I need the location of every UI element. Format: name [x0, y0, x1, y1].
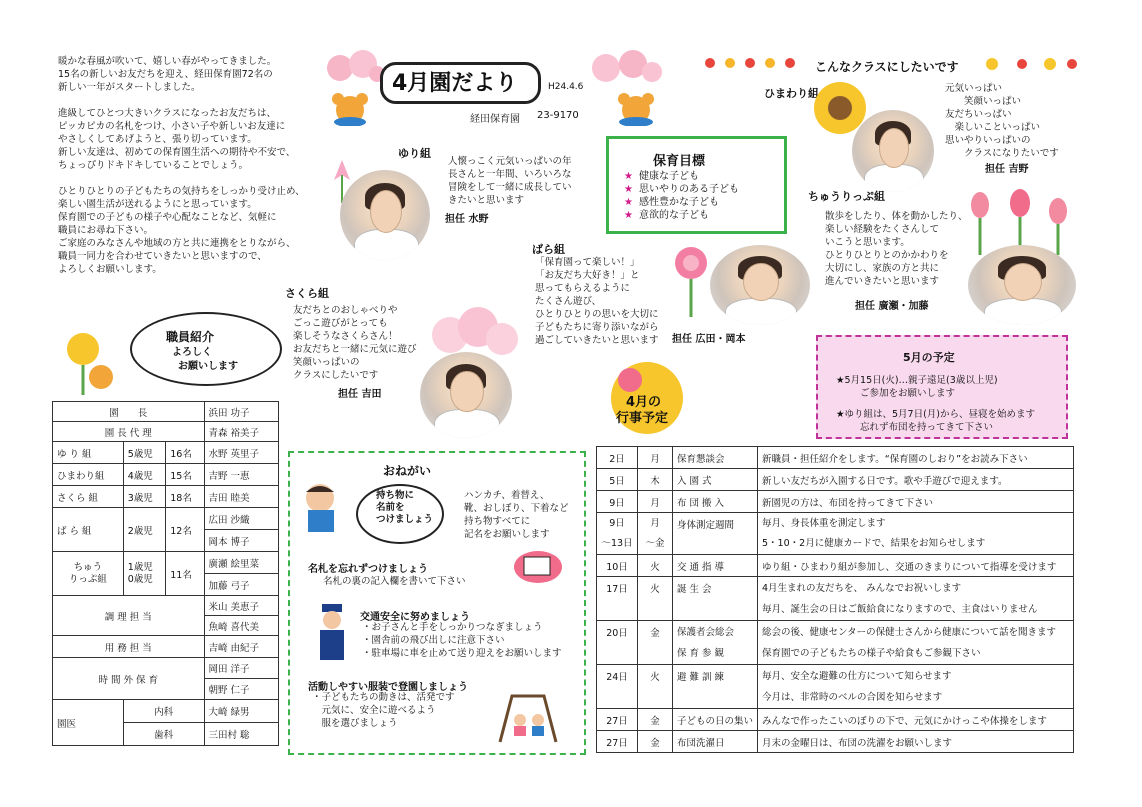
himawari-teacher: 担任 吉野: [985, 164, 1029, 175]
nametag-title: 名札を忘れずつけましょう: [308, 564, 428, 575]
masthead-flowers-left: [325, 50, 385, 90]
staff-count: 12名: [166, 508, 204, 552]
staff-bubble-line2: よろしく: [172, 347, 212, 358]
staff-age: 1歳児 0歳児: [123, 552, 166, 596]
staff-bubble-line1: 職員紹介: [166, 330, 215, 344]
yuri-class-text: 人懐っこく元気いっぱいの年 長さんと一年間、いろいろな 冒険をして一緒に成長してい きたいと思います: [448, 156, 572, 206]
intro-line: ひとりひとりの子どもたちの気持ちをしっかり受け止め、: [58, 186, 305, 197]
staff-role: 園 長: [53, 402, 205, 422]
event-desc: 新園児の方は、布団を持ってきて下さい: [758, 491, 1074, 513]
may-line1: ★5月15日(火)…親子遠足(3歳以上児): [836, 375, 998, 386]
intro-line: やさしくしてあげようと、張り切っています。: [58, 134, 257, 145]
intro-line: 新しい友達は、初めての保育園生活への期待や不安で、: [58, 147, 296, 158]
issue-date: H24.4.6: [548, 82, 584, 92]
goal-item: [624, 196, 739, 209]
event-date: 24日: [597, 665, 638, 709]
staff-name: 米山 美恵子: [204, 596, 278, 616]
event-name: 交 通 指 導: [673, 555, 758, 577]
staff-name: 岡田 洋子: [204, 658, 278, 679]
swing-kids-icon: [492, 690, 564, 745]
event-desc: 月末の金曜日は、布団の洗濯をお願いします: [758, 731, 1074, 753]
staff-name: 青森 裕美子: [204, 422, 278, 442]
staff-name: 水野 英里子: [204, 442, 278, 464]
yuri-teacher: 担任 水野: [445, 214, 489, 225]
intro-line: 保育園での子どもの様子や心配なことなど、気軽に: [58, 212, 277, 223]
staff-name: 加藤 弓子: [204, 574, 278, 596]
staff-class: ちゅう りっぷ組: [53, 552, 124, 596]
event-day: 金: [638, 709, 673, 731]
event-day: 火: [638, 665, 673, 709]
event-desc: 総会の後、健康センターの保健士さんから健康について話を聞きます 保育園での子どもたちの様子や給食もご参観下さい: [758, 621, 1074, 665]
staff-age: 2歳児: [123, 508, 166, 552]
star-icon: ★: [624, 210, 633, 221]
goal-item: [624, 183, 739, 196]
churippu-class-name: ちゅうりっぷ組: [808, 190, 885, 203]
event-name: 布 団 搬 入: [673, 491, 758, 513]
event-date: 17日: [597, 577, 638, 621]
goal-text: 思いやりのある子ども: [638, 184, 739, 195]
intro-line: ちょっぴりドキドキしていることでしょう。: [58, 160, 249, 171]
intro-line: 進級してひとつ大きいクラスになったお友だちは、: [58, 108, 277, 119]
staff-name: 吉崎 由紀子: [204, 636, 278, 658]
staff-age: 4歳児: [123, 464, 166, 486]
goals-list: [624, 170, 739, 222]
bara-teachers-photo: [710, 245, 810, 325]
goal-text: 意欲的な子ども: [638, 210, 709, 221]
star-icon: ★: [624, 197, 633, 208]
nametag-text: 名札の裏の記入欄を書いて下さい: [323, 576, 466, 587]
bear-mascot-right-icon: [615, 92, 657, 126]
event-name: 布団洗濯日: [673, 731, 758, 753]
staff-name: 廣瀬 絵里菜: [204, 552, 278, 574]
event-desc: 新しい友だちが入園する日です。歌や手遊びで迎えます。: [758, 469, 1074, 491]
staff-class: ひまわり組: [53, 464, 124, 486]
goal-text: 感性豊かな子ども: [638, 197, 719, 208]
himawari-teacher-photo: [852, 110, 934, 192]
churippu-teachers-photo: [968, 245, 1076, 325]
sakura-class-name: さくら組: [285, 287, 329, 300]
event-name: 保護者会総会 保 育 参 観: [673, 621, 758, 665]
intro-line: 新しい一年がスタートしました。: [58, 82, 201, 93]
traffic-title: 交通安全に努めましょう: [360, 612, 470, 623]
event-name: 身体測定週間: [673, 513, 758, 555]
dandelion-icon: [55, 325, 125, 395]
events-table: [596, 446, 1074, 753]
event-date: 2日: [597, 447, 638, 469]
staff-table: [52, 401, 279, 746]
intro-line: ピッカピカの名札をつけ、小さい子や新しいお友達に: [58, 121, 286, 132]
staff-name: 大崎 緑男: [204, 700, 278, 723]
name-bubble-text: 持ち物に 名前を つけましょう: [376, 490, 434, 525]
event-name: 子どもの日の集い: [673, 709, 758, 731]
event-date: 27日: [597, 731, 638, 753]
goal-item: [624, 209, 739, 222]
school-name: 経田保育園: [470, 114, 520, 125]
staff-name: 吉野 一恵: [204, 464, 278, 486]
event-desc: ゆり組・ひまわり組が参加し、交通のきまりについて指導を受けます: [758, 555, 1074, 577]
staff-count: 16名: [166, 442, 204, 464]
class-wish-title: こんなクラスにしたいです: [815, 60, 959, 74]
may-line4: 忘れず布団を持ってきて下さい: [860, 422, 994, 433]
police-officer-icon: [312, 602, 352, 664]
bara-class-text: 「保育園って楽しい！」 「お友だち大好き！」と 思ってもらえるように たくさん遊び、 ひとりひとりの思いを大切に 子どもたちに寄り添いながら 過ごしていきたいと思います: [535, 257, 659, 346]
intro-line: よろしくお願いします。: [58, 264, 162, 275]
himawari-class-text: 元気いっぱい 笑顔いっぱい 友だちいっぱい 楽しいこといっぱい 思いやりいっぱいの クラスになりたいです: [945, 83, 1059, 159]
staff-count: 15名: [166, 464, 204, 486]
event-desc: 毎月、身長体重を測定します 5・10・2月に健康カードで、結果をお知らせします: [758, 513, 1074, 555]
rose-flower-icon: [666, 243, 716, 318]
staff-name: 朝野 仁子: [204, 679, 278, 700]
event-day: 火: [638, 555, 673, 577]
intro-line: 暖かな春風が吹いて、嬉しい春がやってきました。: [58, 56, 277, 67]
event-date: 9日: [597, 491, 638, 513]
staff-name: 吉田 睦美: [204, 486, 278, 508]
staff-bubble-line3: お願いします: [178, 361, 238, 372]
bara-class-name: ばら組: [532, 243, 565, 256]
bear-mascot-left-icon: [330, 92, 370, 126]
staff-role: 園医: [53, 700, 124, 746]
staff-name: 岡本 博子: [204, 530, 278, 552]
event-date: 10日: [597, 555, 638, 577]
clothes-title: 活動しやすい服装で登園しましょう: [308, 682, 468, 693]
staff-sub: 歯科: [123, 723, 204, 746]
event-desc: 毎月、安全な避難の仕方について知らせます 今月は、非常時のベルの合図を知らせます: [758, 665, 1074, 709]
boy-character-icon: [296, 480, 348, 540]
event-name: 保育懇談会: [673, 447, 758, 469]
star-icon: ★: [624, 184, 633, 195]
event-date: 9日 ～13日: [597, 513, 638, 555]
himawari-class-name: ひまわり組: [764, 87, 819, 100]
intro-line: 15名の新しいお友だちを迎え、経田保育園72名の: [58, 69, 273, 80]
staff-name: 浜田 功子: [204, 402, 278, 422]
staff-count: 11名: [166, 552, 204, 596]
staff-role: 用 務 担 当: [53, 636, 205, 658]
events-badge-line2: 行事予定: [616, 411, 669, 426]
staff-age: 5歳児: [123, 442, 166, 464]
events-badge-line1: 4月の: [626, 395, 662, 410]
event-desc: 4月生まれの友だちを、 みんなでお祝いします 毎月、誕生会の日はご飯給食になりますので、主食はいりません: [758, 577, 1074, 621]
event-day: 金: [638, 731, 673, 753]
staff-role: 調 理 担 当: [53, 596, 205, 636]
requests-title: おねがい: [383, 464, 432, 478]
school-phone: 23-9170: [537, 110, 579, 121]
masthead-flowers-right: [588, 50, 663, 90]
staff-role: 時 間 外 保 育: [53, 658, 205, 700]
event-day: 木: [638, 469, 673, 491]
event-day: 月: [638, 491, 673, 513]
goal-text: 健康な子ども: [638, 171, 699, 182]
churippu-teacher: 担任 廣瀬・加藤: [855, 301, 929, 312]
event-desc: 新職員・担任紹介をします。“保育園のしおり”をお読み下さい: [758, 447, 1074, 469]
sakura-class-text: 友だちとのおしゃべりや ごっこ遊びがとっても 楽しそうなさくらさん！ お友だちと一緒に元気に遊び 笑顔いっぱいの クラスにしたいです: [293, 305, 417, 381]
event-date: 5日: [597, 469, 638, 491]
staff-class: ば ら 組: [53, 508, 124, 552]
staff-age: 3歳児: [123, 486, 166, 508]
yuri-class-name: ゆり組: [398, 147, 431, 160]
event-date: 27日: [597, 709, 638, 731]
sakura-teacher: 担任 吉田: [338, 389, 382, 400]
intro-line: 職員一同力を合わせていきたいと思いますので、: [58, 251, 267, 262]
event-day: 月: [638, 447, 673, 469]
staff-name: 魚崎 喜代美: [204, 616, 278, 636]
sakura-teacher-photo: [420, 352, 512, 438]
header-tulips-icon: [700, 55, 800, 75]
event-name: 避 難 訓 練: [673, 665, 758, 709]
goal-item: [624, 170, 739, 183]
staff-count: 18名: [166, 486, 204, 508]
belongings-text: ハンカチ、着替え、 靴、おしぼり、下着など 持ち物すべてに 記名をお願いします: [464, 490, 569, 540]
page-title: 4月園だより: [392, 71, 518, 96]
may-line2: ご参加をお願いします: [860, 388, 956, 399]
event-day: 火: [638, 577, 673, 621]
header-bees-icon: [980, 55, 1080, 75]
intro-line: 楽しい園生活が送れるようにと思っています。: [58, 199, 257, 210]
may-title: 5月の予定: [903, 351, 955, 364]
may-line3: ★ゆり組は、5月7日(月)から、昼寝を始めます: [836, 409, 1036, 420]
goals-title: 保育目標: [653, 154, 706, 169]
event-name: 誕 生 会: [673, 577, 758, 621]
staff-name: 三田村 聡: [204, 723, 278, 746]
yuri-teacher-photo: [340, 170, 430, 260]
event-day: 金: [638, 621, 673, 665]
traffic-text: ・お子さんと手をしっかりつなぎましょう ・園舎前の飛び出しに注意下さい ・駐車場に車を止めて送り迎えをお願いします: [362, 622, 562, 659]
event-name: 入 園 式: [673, 469, 758, 491]
clothes-text: ・子どもたちの動きは、活発です 元気に、安全に遊べるよう 服を選びましょう: [312, 692, 455, 729]
staff-class: ゆ り 組: [53, 442, 124, 464]
event-desc: みんなで作ったこいのぼりの下で、元気にかけっこや体操をします: [758, 709, 1074, 731]
bara-teacher: 担任 広田・岡本: [672, 334, 746, 345]
intro-line: [58, 172, 323, 185]
intro-text: [58, 55, 323, 276]
intro-line: 職員にお尋ね下さい。: [58, 225, 154, 236]
nametag-bird-icon: [512, 545, 564, 585]
event-day: 月 ～金: [638, 513, 673, 555]
churippu-class-text: 散歩をしたり、体を動かしたり、 楽しい経験をたくさんして いこうと思います。 ひとりひとりとのかかわりを 大切にし、家族の方と共に 進んでいきたいと思います: [825, 211, 968, 287]
staff-class: さくら 組: [53, 486, 124, 508]
staff-sub: 内科: [123, 700, 204, 723]
staff-role: 園 長 代 理: [53, 422, 205, 442]
event-date: 20日: [597, 621, 638, 665]
intro-line: ご家庭のみなさんや地域の方と共に連携をとりながら、: [58, 238, 296, 249]
intro-line: [58, 94, 323, 107]
staff-name: 広田 沙織: [204, 508, 278, 530]
star-icon: ★: [624, 171, 633, 182]
